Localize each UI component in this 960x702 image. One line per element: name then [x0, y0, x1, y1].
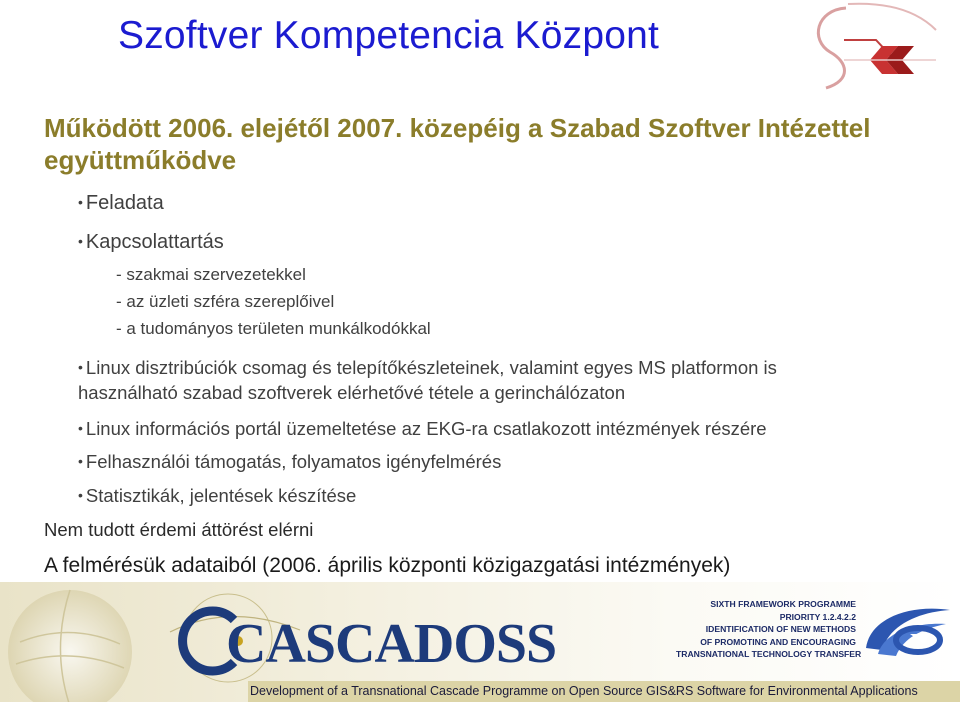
bullet-linux-portal: • Linux információs portál üzemeltetése az EKG-ra csatlakozott intézmények részére [78, 418, 767, 439]
sub-item-2: - az üzleti szféra szereplőivel [116, 292, 335, 311]
bullet-stats: • Statisztikák, jelentések készítése [78, 485, 357, 506]
footer-banner-text: Development of a Transnational Cascade Programme on Open Source GIS&RS Software for Environmental Applications [250, 684, 918, 698]
sub-item-1: - szakmai szervezetekkel [116, 265, 306, 284]
bullet-feladata: • Feladata [78, 192, 164, 214]
footer [0, 582, 960, 702]
skk-logo-icon [786, 0, 960, 92]
bullet-kapcsolattartas: • Kapcsolattartás [78, 231, 224, 253]
fp6-logo-icon [860, 598, 956, 658]
framework-programme-text: SIXTH FRAMEWORK PROGRAMME PRIORITY 1.2.4.2.2 IDENTIFICATION OF NEW METHODS OF PROMOTING AND ENCOURAGING TRANSNATIONAL TECHNOLOGY TRANSFER [676, 599, 862, 659]
cascadoss-logo: CASCADOSS [226, 613, 557, 675]
nem-tudott: Nem tudott érdemi áttörést elérni [44, 519, 314, 540]
bullet-support: • Felhasználói támogatás, folyamatos igényfelmérés [78, 451, 502, 472]
felmeres-line: A felmérésük adataiból (2006. április központi közigazgatási intézmények) [44, 554, 731, 577]
sub-item-3: - a tudományos területen munkálkodókkal [116, 319, 431, 338]
slide-title: Szoftver Kompetencia Központ [118, 14, 660, 57]
bullet-linux-dist-cont: használható szabad szoftverek elérhetővé tétele a gerinchálózaton [78, 382, 626, 403]
subtitle: Működött 2006. elejétől 2007. közepéig a Szabad Szoftver Intézettel együttműködve [44, 113, 871, 175]
bullet-linux-dist: • Linux disztribúciók csomag és telepítőkészleteinek, valamint egyes MS platformon is [78, 357, 777, 378]
